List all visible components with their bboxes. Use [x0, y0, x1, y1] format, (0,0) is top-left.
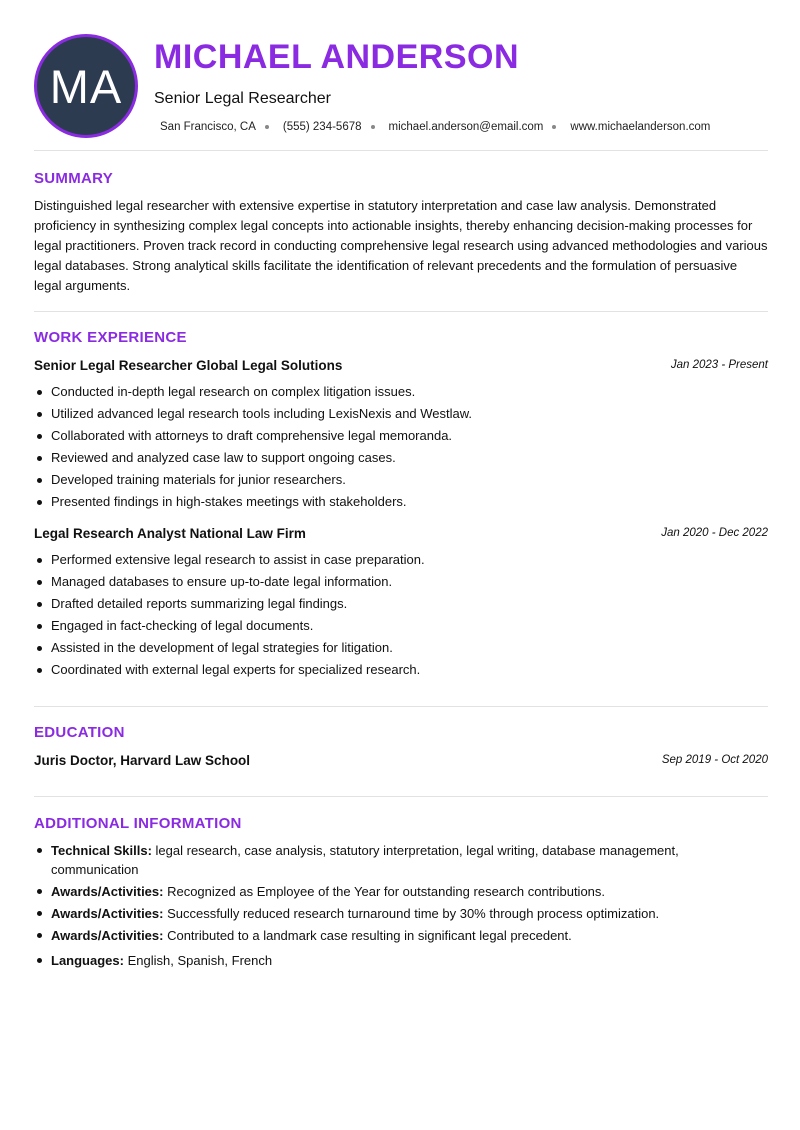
list-item: Developed training materials for junior researchers.	[34, 469, 768, 491]
item-text: Contributed to a landmark case resulting in significant legal precedent.	[163, 928, 572, 943]
separator-dot	[552, 125, 556, 129]
avatar-initials: MA	[49, 59, 123, 113]
job-bullets	[34, 549, 768, 681]
contact-email[interactable]: michael.anderson@email.com	[388, 121, 544, 133]
summary-heading: SUMMARY	[34, 170, 114, 187]
additional-info-heading: ADDITIONAL INFORMATION	[34, 815, 242, 832]
list-item	[34, 904, 768, 923]
contact-phone: (555) 234-5678	[282, 121, 362, 133]
item-label: Awards/Activities:	[51, 906, 164, 921]
item-text: Successfully reduced research turnaround time by 30% through process optimization.	[163, 906, 660, 921]
list-item: Engaged in fact-checking of legal documents.	[34, 615, 768, 637]
list-item: Reviewed and analyzed case law to support ongoing cases.	[34, 447, 768, 469]
list-item: Managed databases to ensure up-to-date legal information.	[34, 571, 768, 593]
job-dates: Jan 2020 - Dec 2022	[661, 527, 768, 539]
contact-website[interactable]: www.michaelanderson.com	[570, 121, 711, 133]
item-label: Languages:	[51, 953, 124, 968]
item-label: Awards/Activities:	[51, 928, 164, 943]
list-item: Assisted in the development of legal strategies for litigation.	[34, 637, 768, 659]
list-item: Coordinated with external legal experts for specialized research.	[34, 659, 768, 681]
separator-dot	[265, 125, 269, 129]
list-item	[34, 882, 768, 901]
job-header	[34, 358, 768, 376]
summary-text: Distinguished legal researcher with extensive expertise in statutory interpretation and case law analysis. Demonstrated proficiency in synthesizing complex legal concepts into actionable insights, thereby enhancing decision-making processes for legal practitioners. Proven track record in conducting comprehensive legal research using advanced methodologies and various legal databases. Strong analytical skills facilitate the identification of relevant precedents and the formulation of persuasive legal arguments.	[34, 198, 768, 293]
list-item	[34, 926, 768, 945]
separator-dot	[371, 125, 375, 129]
education-heading: EDUCATION	[34, 724, 125, 741]
contact-location: San Francisco, CA	[160, 121, 256, 133]
divider	[34, 796, 768, 797]
job-role: Senior Legal Researcher Global Legal Solutions	[34, 358, 343, 373]
item-text: Recognized as Employee of the Year for outstanding research contributions.	[163, 884, 606, 899]
item-text: legal research, case analysis, statutory interpretation, legal writing, database management, communication	[51, 843, 679, 877]
education-entry	[34, 753, 768, 771]
education-degree: Juris Doctor, Harvard Law School	[34, 753, 251, 768]
education-dates: Sep 2019 - Oct 2020	[661, 754, 768, 766]
contact-info	[160, 121, 710, 133]
list-item: Conducted in-depth legal research on complex litigation issues.	[34, 381, 768, 403]
divider	[34, 150, 768, 151]
list-item	[34, 951, 768, 970]
list-item: Collaborated with attorneys to draft comprehensive legal memoranda.	[34, 425, 768, 447]
job-bullets	[34, 381, 768, 513]
work-experience-heading: WORK EXPERIENCE	[34, 329, 187, 346]
list-item	[34, 841, 768, 879]
list-item: Presented findings in high-stakes meetings with stakeholders.	[34, 491, 768, 513]
divider	[34, 706, 768, 707]
divider	[34, 311, 768, 312]
additional-info-list	[34, 841, 768, 973]
job-role: Legal Research Analyst National Law Firm	[34, 526, 306, 541]
item-label: Awards/Activities:	[51, 884, 164, 899]
item-text: English, Spanish, French	[123, 953, 273, 968]
list-item: Utilized advanced legal research tools including LexisNexis and Westlaw.	[34, 403, 768, 425]
candidate-title: Senior Legal Researcher	[154, 90, 331, 107]
job-header	[34, 526, 768, 544]
item-label: Technical Skills:	[51, 843, 152, 858]
job-dates: Jan 2023 - Present	[670, 359, 768, 371]
list-item: Drafted detailed reports summarizing legal findings.	[34, 593, 768, 615]
candidate-name: MICHAEL ANDERSON	[154, 38, 520, 76]
resume-header	[34, 34, 768, 138]
avatar	[34, 34, 138, 138]
list-item: Performed extensive legal research to assist in case preparation.	[34, 549, 768, 571]
